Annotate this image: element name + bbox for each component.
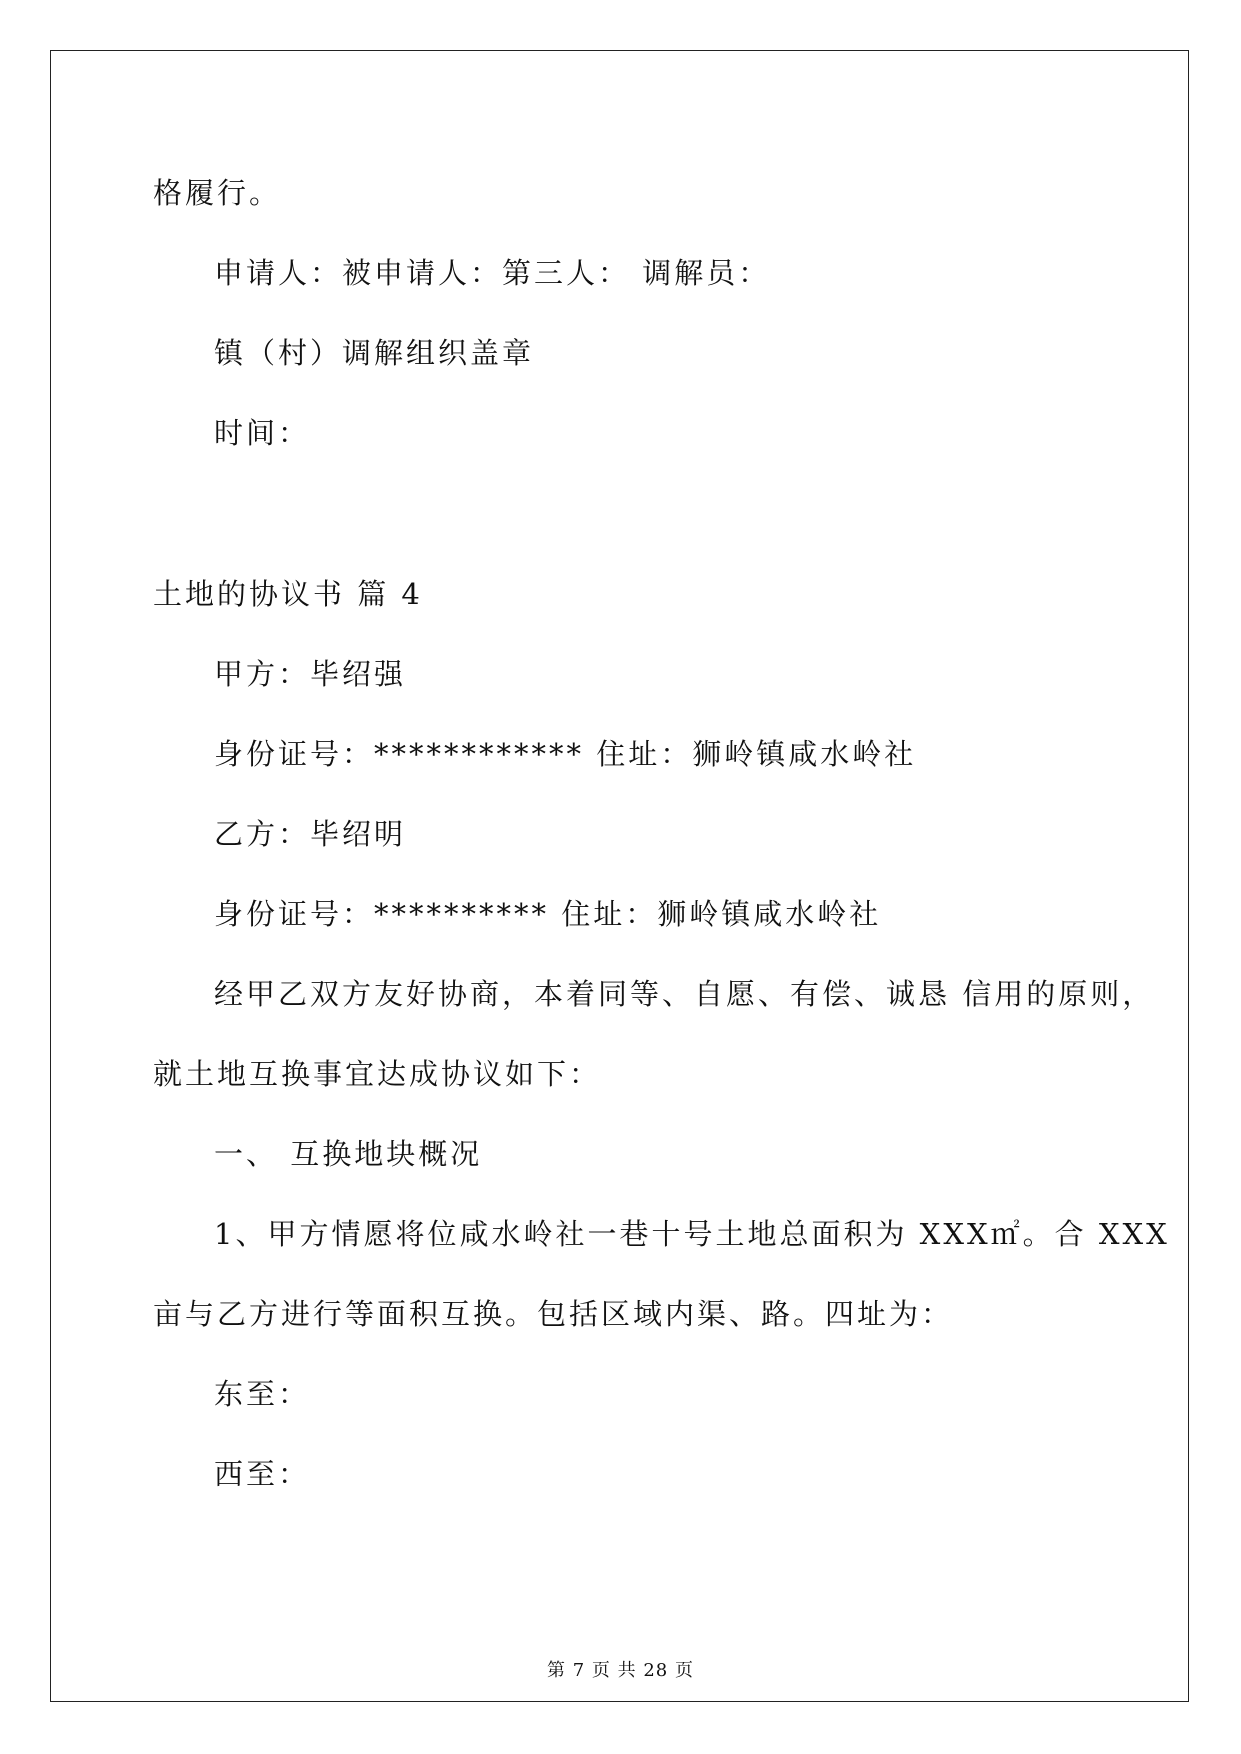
text-line-east: 东至：: [214, 1377, 311, 1411]
text-line-west: 西至：: [214, 1457, 311, 1491]
text-line-signatories: 申请人：被申请人：第三人： 调解员：: [214, 256, 771, 290]
section-heading: 土地的协议书 篇 4: [153, 577, 423, 611]
text-line-continuation: 格履行。: [153, 176, 282, 210]
text-line-clause-heading: 一、 互换地块概况: [214, 1137, 483, 1171]
page-number-footer: 第 7 页 共 28 页: [547, 1660, 694, 1681]
text-line-party-b-id: 身份证号：********** 住址：狮岭镇咸水岭社: [214, 897, 882, 931]
text-line-intro-cont: 就土地互换事宜达成协议如下：: [153, 1057, 602, 1091]
text-line-party-a: 甲方：毕绍强: [214, 657, 407, 691]
text-line-party-b: 乙方：毕绍明: [214, 817, 407, 851]
text-line-party-a-id: 身份证号：************ 住址：狮岭镇咸水岭社: [214, 737, 917, 771]
text-line-time: 时间：: [214, 416, 311, 450]
page-border: [50, 50, 1189, 1702]
text-line-intro: 经甲乙双方友好协商，本着同等、自愿、有偿、诚恳 信用的原则，: [214, 977, 1155, 1011]
text-line-clause-1: 1、甲方情愿将位咸水岭社一巷十号土地总面积为 XXX㎡。合 XXX: [214, 1217, 1170, 1251]
text-line-seal: 镇（村）调解组织盖章: [214, 336, 535, 370]
text-line-clause-1-cont: 亩与乙方进行等面积互换。包括区域内渠、路。四址为：: [153, 1297, 954, 1331]
